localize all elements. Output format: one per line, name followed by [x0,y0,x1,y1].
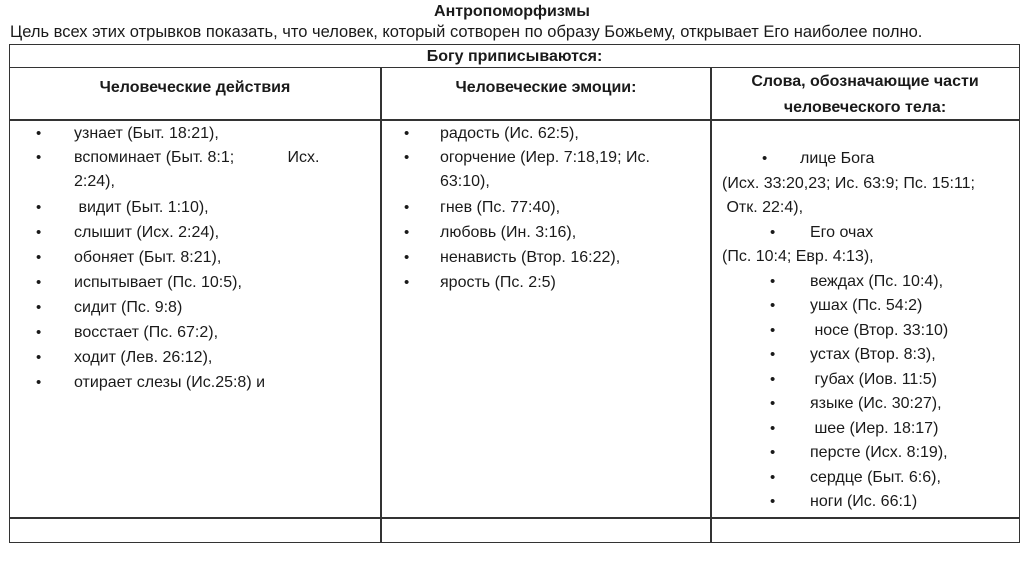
bullet-icon: • [36,149,42,166]
list-item-text: видит (Быт. 1:10), [74,199,209,216]
list-item [710,319,1020,344]
list-item [710,368,1020,393]
list-item-text: восстает (Пс. 67:2), [74,324,219,341]
list-item [710,294,1020,319]
bullet-icon: • [770,370,776,388]
column-header-emotions: Человеческие эмоции: [455,79,637,96]
list-item [10,320,380,345]
list-item [10,195,380,220]
bullet-icon: • [36,299,42,316]
body-parts-list [710,147,1020,515]
list-item-text: ушах (Пс. 54:2) [810,297,923,314]
list-item-text: шее (Иер. 18:17) [810,419,939,437]
list-item [10,370,380,395]
bullet-icon: • [36,125,42,142]
bullet-icon: • [770,297,776,314]
bullet-icon: • [404,224,410,241]
list-item-text: отирает слезы (Ис.25:8) и [74,374,266,391]
list-item [10,121,380,146]
list-item-text: гнев (Пс. 77:40), [440,199,561,216]
bullet-icon: • [404,249,410,266]
list-item [10,295,380,320]
list-item [710,490,1020,515]
emotions-list [384,121,714,295]
reference-line: (Пс. 10:4; Евр. 4:13), [722,248,874,265]
list-item [384,220,714,245]
list-item-text: испытывает (Пс. 10:5), [74,274,242,291]
bullet-icon: • [770,395,776,412]
list-item-text: огорчение (Иер. 7:18,19; Ис. 63:10), [440,149,650,190]
list-item [384,270,714,295]
page-subtitle: Цель всех этих отрывков показать, что человек, который сотворен по образу Божьему, открывает Его наиболее полно. [10,23,923,41]
page-title: Антропоморфизмы [434,3,590,20]
list-item [710,221,1020,246]
list-item [710,270,1020,295]
list-item-text: устах (Втор. 8:3), [810,346,936,363]
bullet-icon: • [404,199,410,216]
actions-list [10,121,380,395]
list-item [710,441,1020,466]
list-item-text: лице Бога [800,150,875,167]
bullet-icon: • [770,493,776,510]
bullet-icon: • [36,374,42,391]
list-item [384,245,714,270]
list-item [710,343,1020,368]
list-item [10,245,380,270]
bullet-icon: • [36,324,42,341]
bullet-icon: • [770,419,776,437]
list-item [710,392,1020,417]
list-item-text: радость (Ис. 62:5), [440,125,579,142]
list-item [10,345,380,370]
list-item-text: любовь (Ин. 3:16), [440,224,577,241]
list-item-text: языке (Ис. 30:27), [810,395,942,412]
list-item-text: ноги (Ис. 66:1) [810,493,918,510]
list-item-text: веждах (Пс. 10:4), [810,272,944,290]
bullet-icon: • [770,468,776,486]
list-item-text: слышит (Исх. 2:24), [74,224,220,241]
list-item-text: ярость (Пс. 2:5) [440,274,556,291]
column-header-actions: Человеческие действия [99,79,291,96]
list-item-text: сердце (Быт. 6:6), [810,468,941,486]
bullet-icon: • [762,150,768,167]
list-item-text: носе (Втор. 33:10) [810,321,949,339]
bullet-icon: • [770,223,776,241]
list-item-text: обоняет (Быт. 8:21), [74,249,222,266]
bullet-icon: • [770,346,776,363]
reference-line: (Исх. 33:20,23; Ис. 63:9; Пс. 15:11; [722,174,975,192]
bullet-icon: • [770,272,776,290]
column-header-body-parts: Слова, обозначающие части человеческого тела: [751,73,979,116]
list-item-text: губах (Иов. 11:5) [810,370,937,388]
anthropomorphisms-table [9,44,1020,543]
list-item-text: вспоминает (Быт. 8:1; Исх. 2:24), [74,149,324,190]
list-item [10,146,380,195]
bullet-icon: • [770,321,776,339]
list-item-text: узнает (Быт. 18:21), [74,125,219,142]
list-item [710,147,1020,172]
bullet-icon: • [36,249,42,266]
bullet-icon: • [36,224,42,241]
list-item [384,195,714,220]
list-item [710,466,1020,491]
list-item-text: Его очах [810,223,874,241]
table-span-header: Богу приписываются: [10,45,1019,68]
bullet-icon: • [36,199,42,216]
list-item [10,220,380,245]
list-item [710,417,1020,442]
bullet-icon: • [770,444,776,461]
bullet-icon: • [404,149,410,166]
list-item-text: ходит (Лев. 26:12), [74,349,213,366]
list-item-text: ненависть (Втор. 16:22), [440,249,621,266]
empty-row-divider [10,517,1019,519]
list-item-text: сидит (Пс. 9:8) [74,299,183,316]
list-item [384,146,714,195]
list-item [384,121,714,146]
reference-line: Отк. 22:4), [722,199,804,216]
column-divider [380,68,382,542]
list-item-text: персте (Исх. 8:19), [810,444,948,461]
list-item [10,270,380,295]
bullet-icon: • [404,125,410,142]
bullet-icon: • [36,349,42,366]
bullet-icon: • [36,274,42,291]
bullet-icon: • [404,274,410,291]
